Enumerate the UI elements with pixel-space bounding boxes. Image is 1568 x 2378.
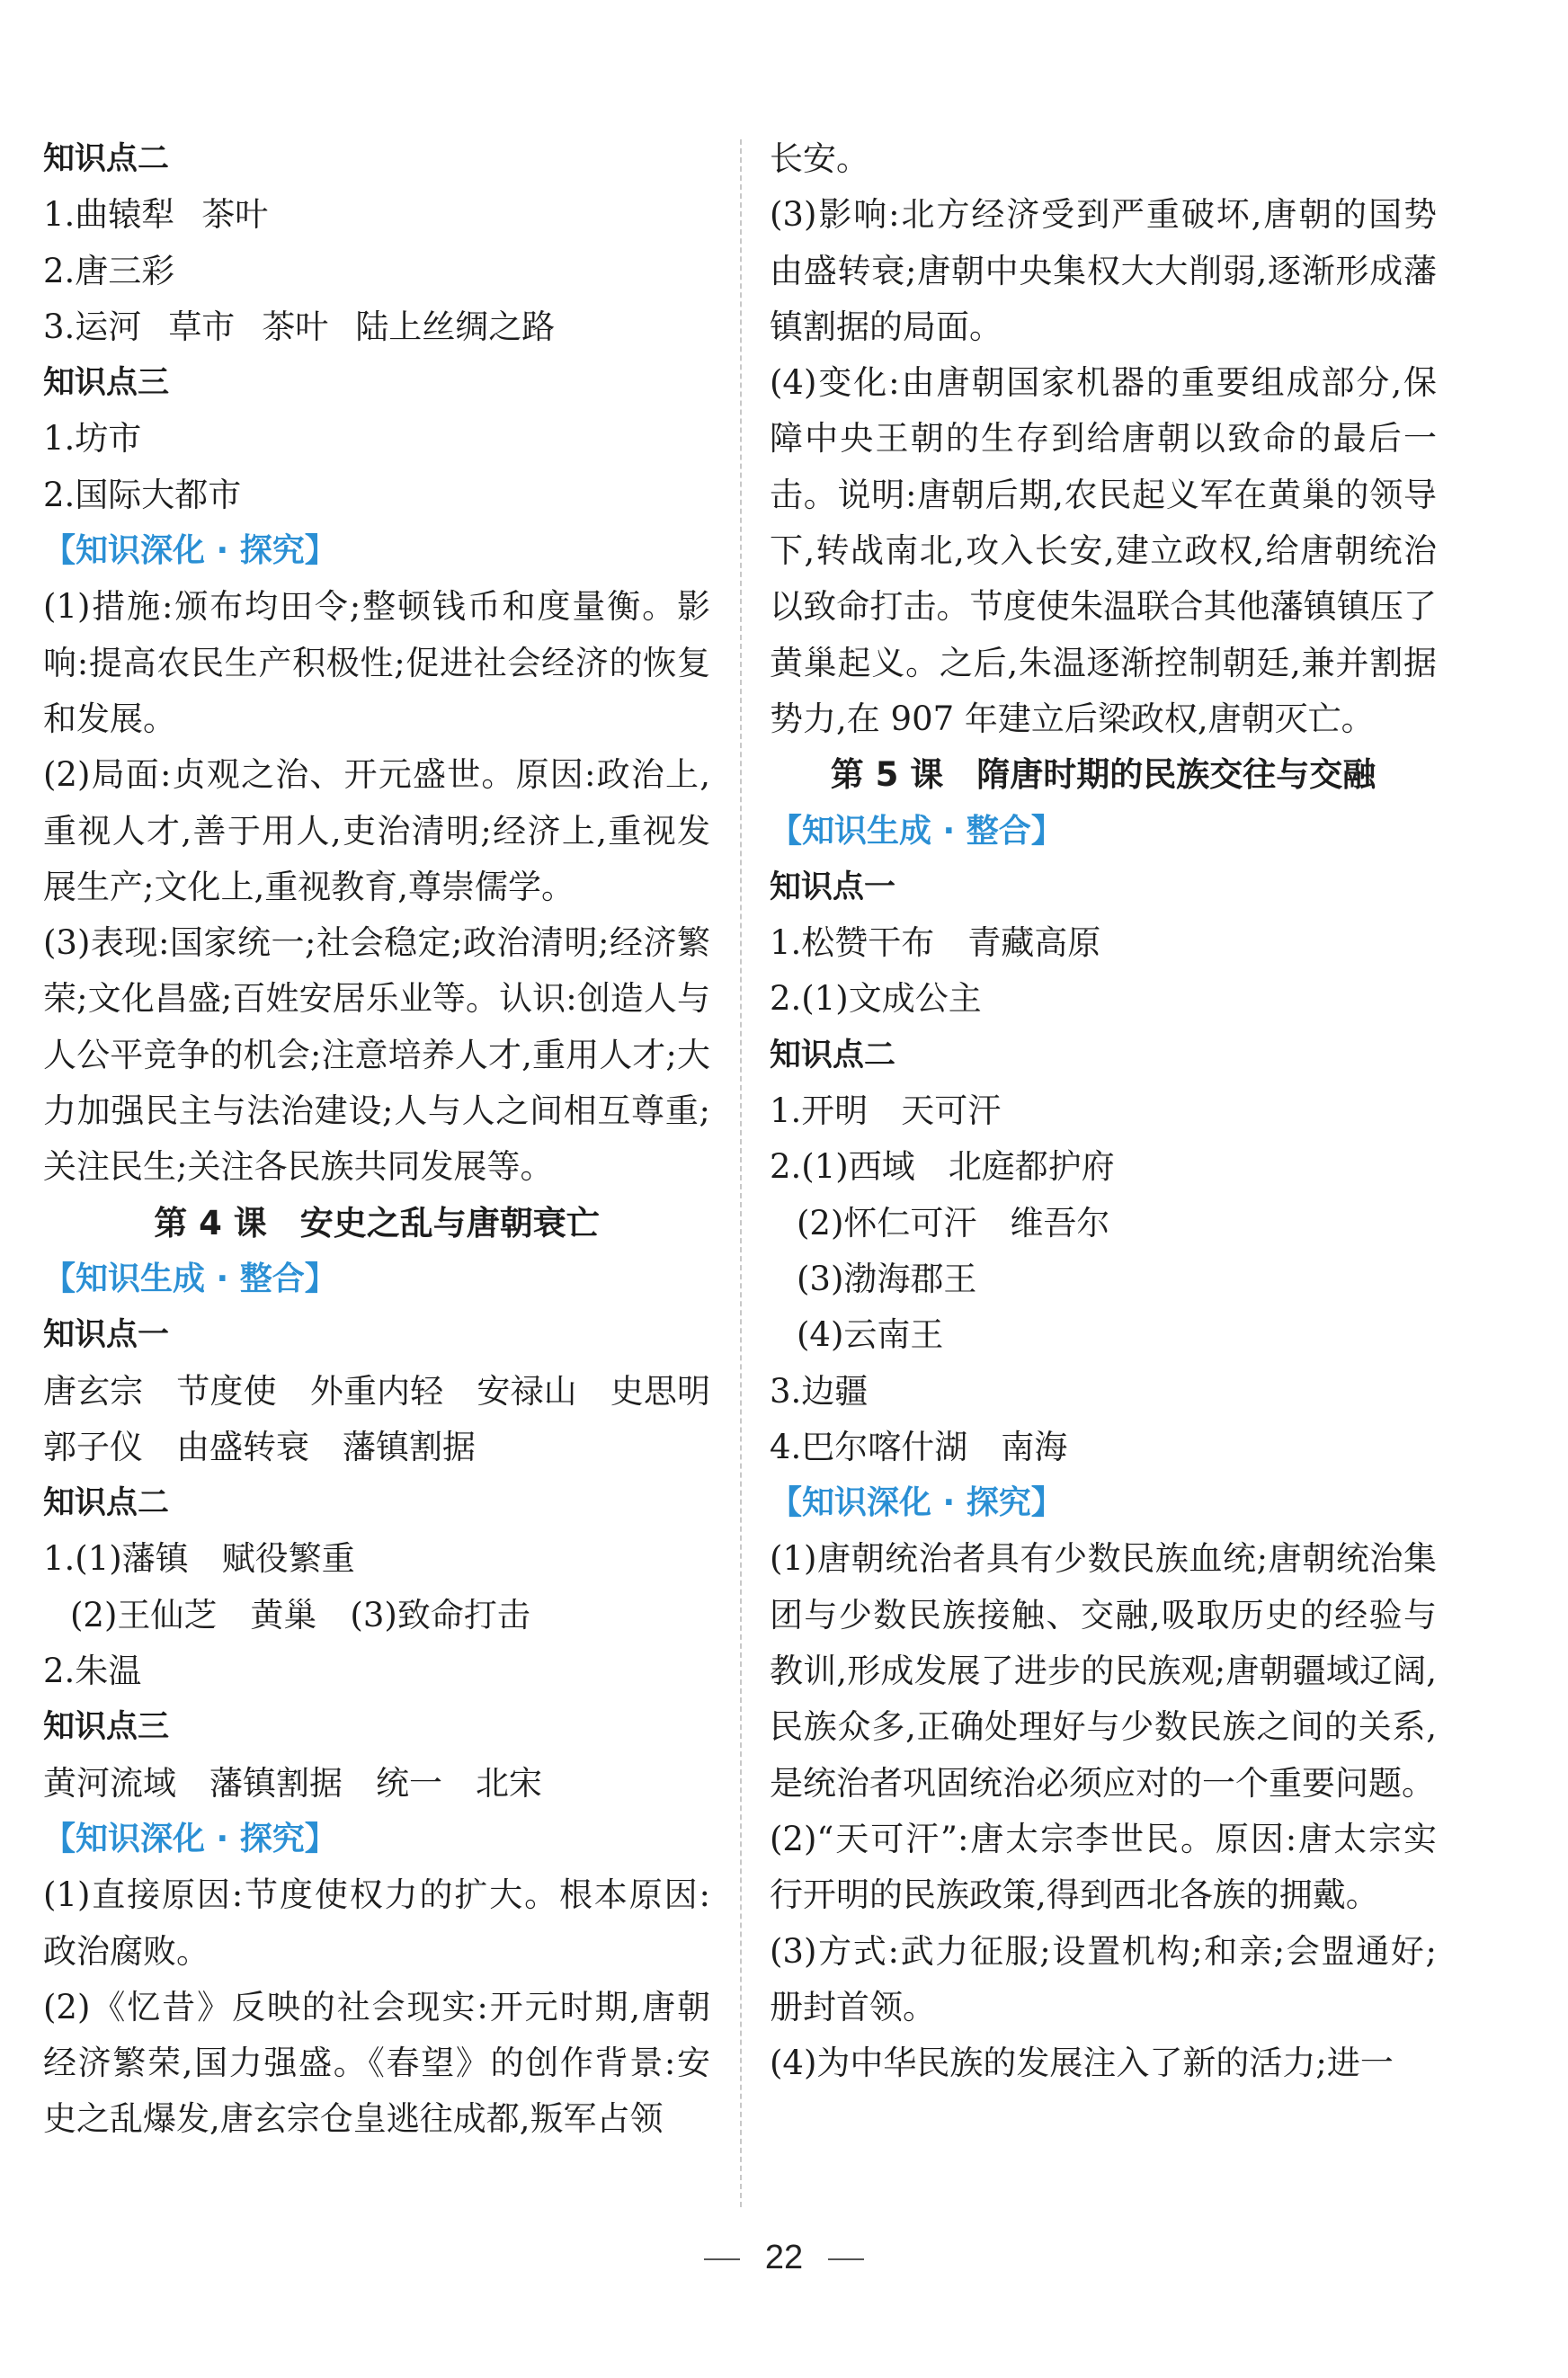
section-heading: 知识点一 [43, 1317, 170, 1354]
section-tag: 【知识深化 · 探究】 [43, 1820, 337, 1857]
answer-line: 黄河流域 藩镇割据 统一 北宋 [43, 1763, 542, 1803]
section-heading: 知识点二 [770, 1037, 896, 1073]
page-number-dash [704, 2258, 740, 2260]
answer-paragraph: (1)措施:颁布均田令;整顿钱币和度量衡。影响:提高农民生产积极性;促进社会经济的恢复和发展。 [43, 587, 710, 738]
answer-paragraph: (2)局面:贞观之治、开元盛世。原因:政治上,重视人才,善于用人,吏治清明;经济上,重视发展生产;文化上,重视教育,尊崇儒学。 [43, 755, 710, 906]
left-column [43, 131, 744, 2148]
lesson-title: 第 5 课 隋唐时期的民族交往与交融 [830, 755, 1376, 795]
answer-line: 2.朱温 [43, 1652, 142, 1691]
lesson-title: 第 4 课 安史之乱与唐朝衰亡 [154, 1203, 600, 1242]
answer-paragraph: (3)影响:北方经济受到严重破坏,唐朝的国势由盛转衰;唐朝中央集权大大削弱,逐渐形成藩镇割据的局面。 [770, 195, 1437, 346]
answer-paragraph: (4)变化:由唐朝国家机器的重要组成部分,保障中央王朝的生存到给唐朝以致命的最后一击。说明:唐朝后期,农民起义军在黄巢的领导下,转战南北,攻入长安,建立政权,给唐朝统治以致命打击。节度使朱温联合其他藩镇镇压了黄巢起义。之后,朱温逐渐控制朝廷,兼并割据势力,在 907 年建立后梁政权,唐朝灭亡。 [770, 363, 1437, 738]
answer-line: 长安。 [770, 139, 869, 178]
answer-line: (4)云南王 [797, 1315, 944, 1355]
section-heading: 知识点三 [43, 1709, 170, 1746]
answer-line: 1.曲辕犁 茶叶 [43, 195, 269, 235]
section-heading: 知识点三 [43, 365, 170, 402]
section-tag: 【知识深化 · 探究】 [43, 532, 337, 570]
answer-paragraph: (2)“天可汗”:唐太宗李世民。原因:唐太宗实行开明的民族政策,得到西北各族的拥戴。 [770, 1819, 1437, 1915]
answer-line: 1.(1)藩镇 赋役繁重 [43, 1539, 355, 1579]
answer-line: 1.坊市 [43, 419, 142, 459]
section-tag: 【知识深化 · 探究】 [770, 1484, 1064, 1522]
answer-line: 2.国际大都市 [43, 475, 242, 514]
answer-paragraph: (1)直接原因:节度使权力的扩大。根本原因:政治腐败。 [43, 1875, 710, 1971]
section-tag: 【知识生成 · 整合】 [770, 812, 1064, 850]
answer-paragraph: (2)《忆昔》反映的社会现实:开元时期,唐朝经济繁荣,国力强盛。《春望》的创作背景:安史之乱爆发,唐玄宗仓皇逃往成都,叛军占领 [43, 1987, 710, 2139]
right-column [770, 131, 1437, 2091]
answer-paragraph: (3)方式:武力征服;设置机构;和亲;会盟通好;册封首领。 [770, 1931, 1437, 2026]
answer-line: 1.开明 天可汗 [770, 1091, 1002, 1131]
answer-line: 3.边疆 [770, 1371, 869, 1411]
section-tag: 【知识生成 · 整合】 [43, 1260, 337, 1297]
answer-line: 2.(1)西域 北庭都护府 [770, 1147, 1115, 1187]
answer-paragraph: 唐玄宗 节度使 外重内轻 安禄山 史思明 郭子仪 由盛转衰 藩镇割据 [43, 1371, 744, 1466]
answer-line: 3.运河 草市 茶叶 陆上丝绸之路 [43, 307, 556, 346]
answer-line: 2.(1)文成公主 [770, 979, 982, 1019]
page-number [0, 2239, 1568, 2277]
section-heading: 知识点二 [43, 1485, 170, 1522]
answer-paragraph: (3)表现:国家统一;社会稳定;政治清明;经济繁荣;文化昌盛;百姓安居乐业等。认识:创造人与人公平竞争的机会;注意培养人才,重用人才;大力加强民主与法治建设;人与人之间相互尊重;关注民生;关注各民族共同发展等。 [43, 923, 710, 1187]
answer-paragraph: (1)唐朝统治者具有少数民族血统;唐朝统治集团与少数民族接触、交融,吸取历史的经验与教训,形成发展了进步的民族观;唐朝疆域辽阔,民族众多,正确处理好与少数民族之间的关系,是统治者巩固统治必须应对的一个重要问题。 [770, 1539, 1437, 1803]
answer-line: (2)王仙芝 黄巢 (3)致命打击 [70, 1595, 530, 1634]
page-number-dash [828, 2258, 864, 2260]
answer-line: 2.唐三彩 [43, 251, 175, 290]
section-heading: 知识点一 [770, 868, 896, 905]
column-divider [740, 139, 742, 2207]
section-heading: 知识点二 [43, 141, 170, 177]
answer-line: 1.松赞干布 青藏高原 [770, 923, 1101, 963]
answer-line: 4.巴尔喀什湖 南海 [770, 1427, 1068, 1466]
page-number-text: 22 [764, 2239, 804, 2276]
answer-line: (3)渤海郡王 [797, 1259, 977, 1298]
answer-line: (2)怀仁可汗 维吾尔 [797, 1203, 1110, 1242]
answer-paragraph: (4)为中华民族的发展注入了新的活力;进一 [770, 2044, 1394, 2083]
